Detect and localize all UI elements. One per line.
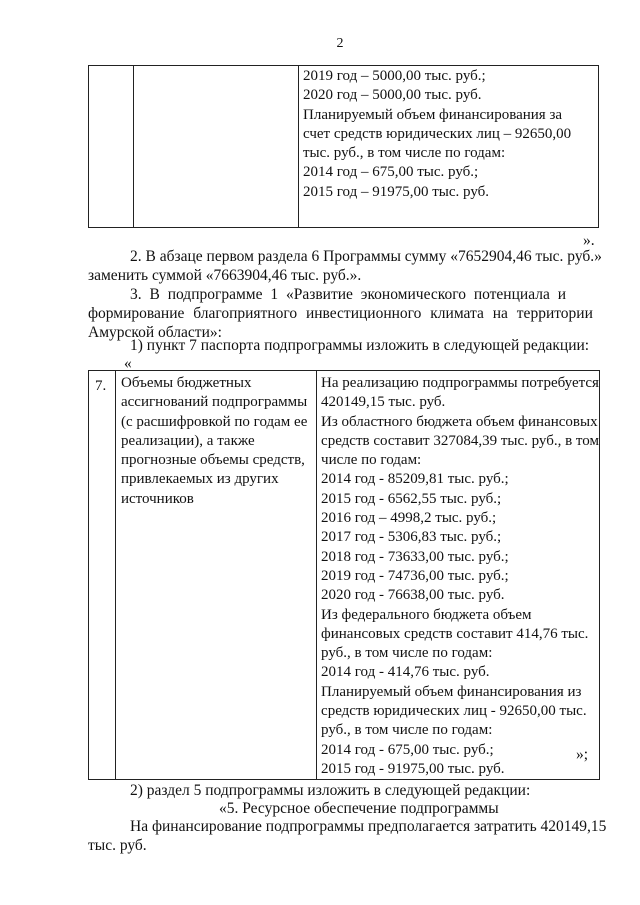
top-table [88,65,599,228]
passport-label-line: (с расшифровкой по годам ее [120,413,308,430]
top-table-value-line: 2019 год – 5000,00 тыс. руб.; [303,68,486,84]
passport-value-line: 420149,15 тыс. руб. [321,394,446,411]
passport-label-lines [121,374,316,509]
passport-value-line: Из областного бюджета объем финансовых [321,413,598,430]
passport-label-cell [115,371,316,780]
top-table-value-line: 2014 год – 675,00 тыс. руб.; [303,164,479,181]
passport-value-line: Планируемый объем финансирования из [321,683,582,700]
paragraph-3-line-3: Амурской области»: [88,324,222,341]
top-table-col-label [134,66,299,228]
passport-value-line: руб., в том числе по годам: [321,645,493,662]
open-quote: « [124,355,132,372]
paragraph-2-line-1: 2. В абзаце первом раздела 6 Программы сумму «7652904,46 тыс. руб.» [130,248,602,265]
top-table-col-value [299,66,599,228]
top-table-col-number [89,66,134,228]
passport-value-line: На реализацию подпрограммы потребуется [321,375,599,391]
item-2: 2) раздел 5 подпрограммы изложить в следующей редакции: [130,782,531,799]
passport-value-line: 2014 год - 675,00 тыс. руб.; [321,741,494,758]
passport-label-line: ассигнований подпрограммы [120,394,308,411]
top-table-value-line: 2015 год – 91975,00 тыс. руб. [303,183,490,200]
final-paragraph-line-2: тыс. руб. [88,837,147,854]
passport-label-line: привлекаемых из других [120,471,279,488]
passport-label-line: источников [120,490,194,507]
passport-value-line: 2019 год - 74736,00 тыс. руб.; [321,567,509,584]
passport-value-line: Из федерального бюджета объем [321,606,532,623]
passport-closing-mark: »; [576,746,589,763]
section-5-title: «5. Ресурсное обеспечение подпрограммы [219,800,499,817]
passport-value-line: числе по годам: [321,452,422,469]
passport-value-line: 2014 год - 414,76 тыс. руб. [321,664,490,681]
passport-number: 7. [95,378,107,394]
top-table-value-line: Планируемый объем финансирования за [303,106,563,123]
passport-value-line: средств юридических лиц - 92650,00 тыс. [321,703,587,720]
passport-table [88,370,600,780]
page-number: 2 [336,36,344,51]
top-table-value-lines [303,67,598,202]
top-table-closing-mark: ». [583,232,595,249]
top-table-value-line: 2020 год – 5000,00 тыс. руб. [303,87,482,104]
passport-label-line: прогнозные объемы средств, [120,452,305,469]
passport-value-line: средств составит 327084,39 тыс. руб., в том [321,432,599,449]
item-1: 1) пункт 7 паспорта подпрограммы изложить в следующей редакции: [130,337,590,354]
passport-value-line: 2018 год - 73633,00 тыс. руб.; [321,548,509,565]
passport-value-line: 2020 год - 76638,00 тыс. руб. [321,587,505,604]
passport-value-line: 2015 год - 91975,00 тыс. руб. [321,760,505,777]
passport-label-line: реализации), а также [120,432,255,449]
passport-value-line: 2014 год - 85209,81 тыс. руб.; [321,471,509,488]
paragraph-3-line-2 [88,304,598,323]
top-table-value-line: тыс. руб., в том числе по годам: [303,145,506,162]
passport-value-line: 2016 год – 4998,2 тыс. руб.; [321,510,497,527]
passport-value-line: 2015 год - 6562,55 тыс. руб.; [321,490,502,507]
passport-value-line: руб., в том числе по годам: [321,722,493,739]
paragraph-2-line-2: заменить суммой «7663904,46 тыс. руб.». [88,267,362,284]
final-paragraph-line-1: На финансирование подпрограммы предполагается затратить 420149,15 [130,818,607,835]
passport-value-line: финансовых средств составит 414,76 тыс. [321,625,589,642]
top-table-value-line: счет средств юридических лиц – 92650,00 [303,125,572,142]
passport-number-cell [89,371,116,780]
passport-value-line: 2017 год - 5306,83 тыс. руб.; [321,529,502,546]
passport-value-lines [321,374,599,779]
paragraph-3-line-1 [130,285,598,304]
passport-label-line: Объемы бюджетных [120,375,252,391]
paragraph-3-line-1-text: 3. В подпрограмме 1 «Развитие экономического потенциала и [130,286,566,303]
paragraph-3-line-2-text: формирование благоприятного инвестиционного климата на территории [88,305,593,322]
passport-value-cell [317,371,600,780]
